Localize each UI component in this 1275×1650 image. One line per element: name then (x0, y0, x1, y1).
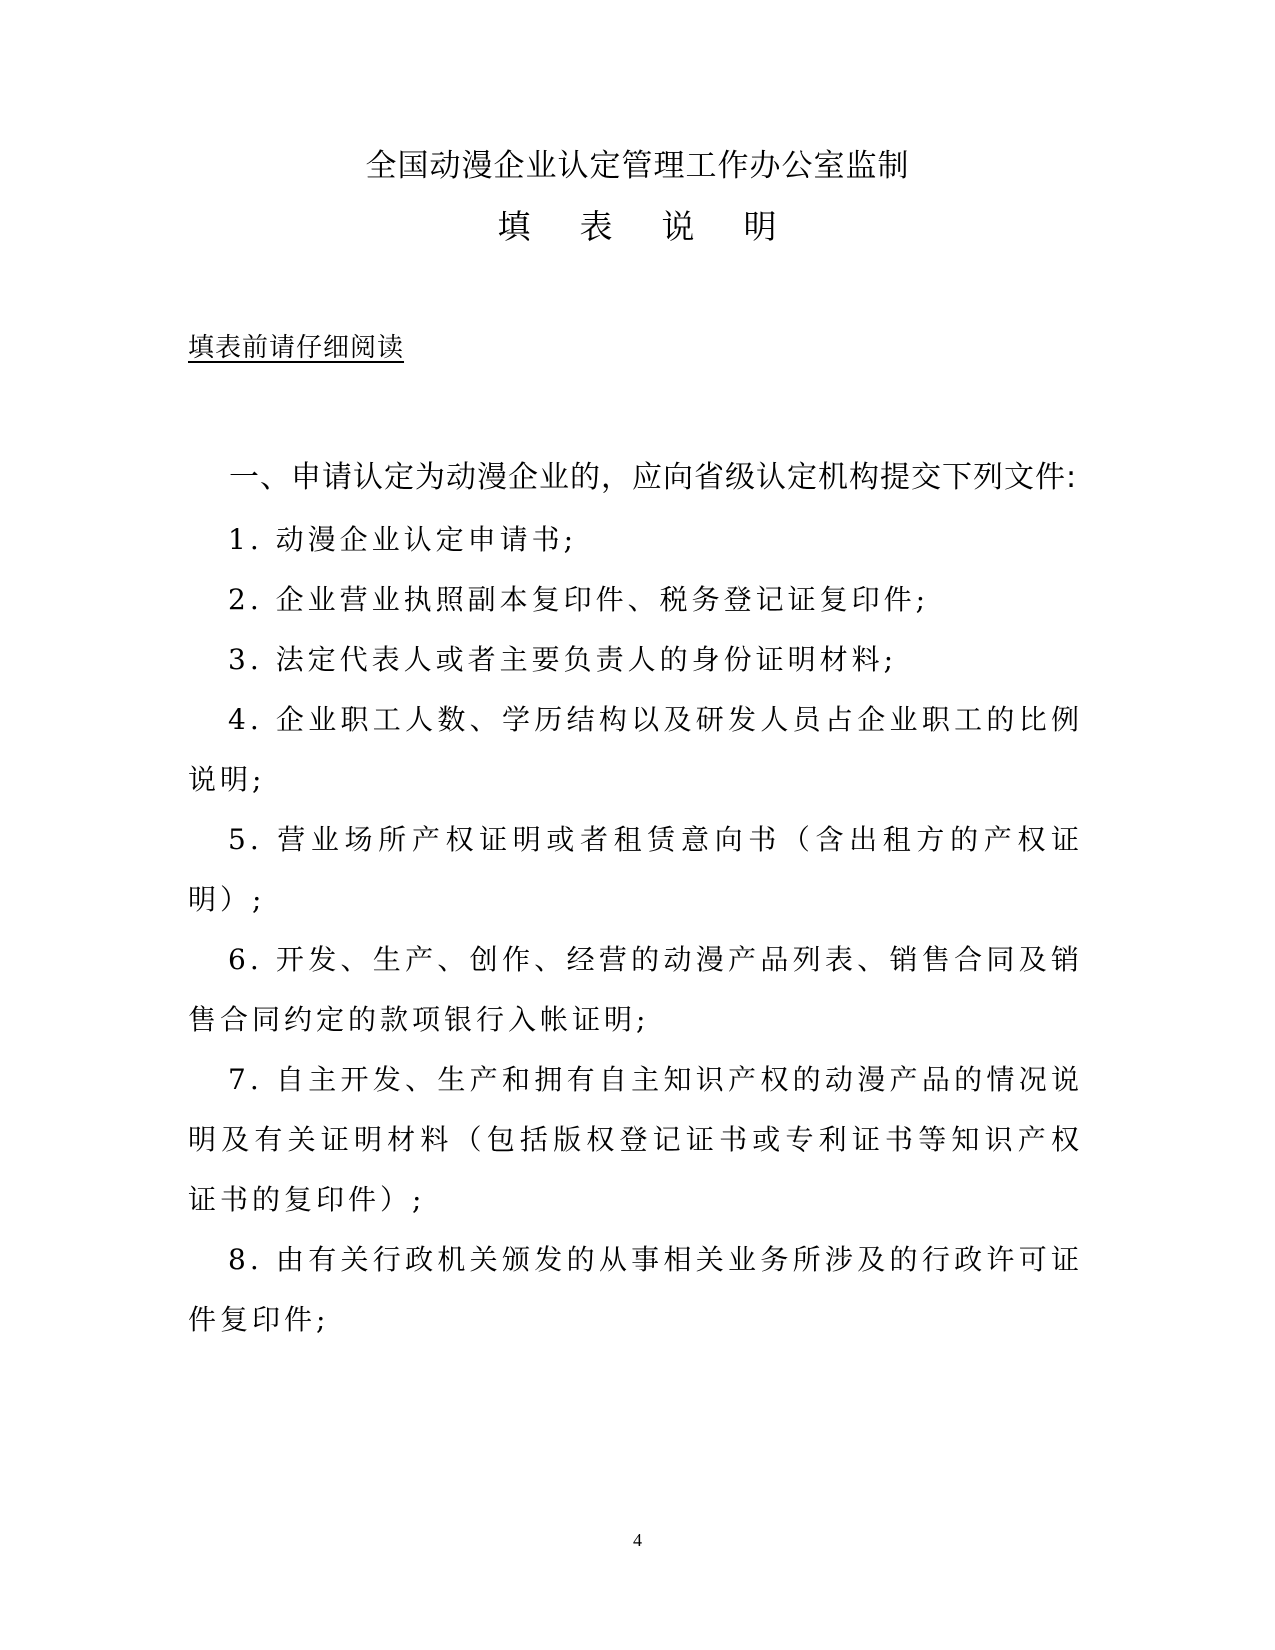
list-item: 2. 企业营业执照副本复印件、税务登记证复印件; (228, 583, 930, 616)
section-one (188, 448, 1083, 1350)
list-item: 5. 营业场所产权证明或者租赁意向书（含出租方的产权证明）; (188, 823, 1083, 916)
list-item: 4. 企业职工人数、学历结构以及研发人员占企业职工的比例说明; (188, 703, 1083, 796)
title-char: 填 (497, 207, 532, 246)
list-item: 8. 由有关行政机关颁发的从事相关业务所涉及的行政许可证件复印件; (188, 1243, 1083, 1336)
list-item: 1. 动漫企业认定申请书; (228, 523, 578, 556)
list-item: 7. 自主开发、生产和拥有自主知识产权的动漫产品的情况说明及有关证明材料（包括版权登记证书或专利证书等知识产权证书的复印件）; (188, 1063, 1083, 1216)
title-char: 明 (743, 207, 778, 246)
list-item: 3. 法定代表人或者主要负责人的身份证明材料; (228, 643, 898, 676)
page-number: 4 (633, 1530, 642, 1550)
read-carefully-notice: 填表前请仔细阅读 (188, 333, 405, 363)
list-item: 6. 开发、生产、创作、经营的动漫产品列表、销售合同及销售合同约定的款项银行入帐证明; (188, 943, 1083, 1036)
section-heading: 一、申请认定为动漫企业的，应向省级认定机构提交下列文件: (229, 460, 1078, 495)
supervisor-line: 全国动漫企业认定管理工作办公室监制 (365, 148, 910, 184)
title-char: 表 (579, 207, 614, 246)
title-char: 说 (661, 207, 696, 246)
document-title (0, 204, 1275, 250)
